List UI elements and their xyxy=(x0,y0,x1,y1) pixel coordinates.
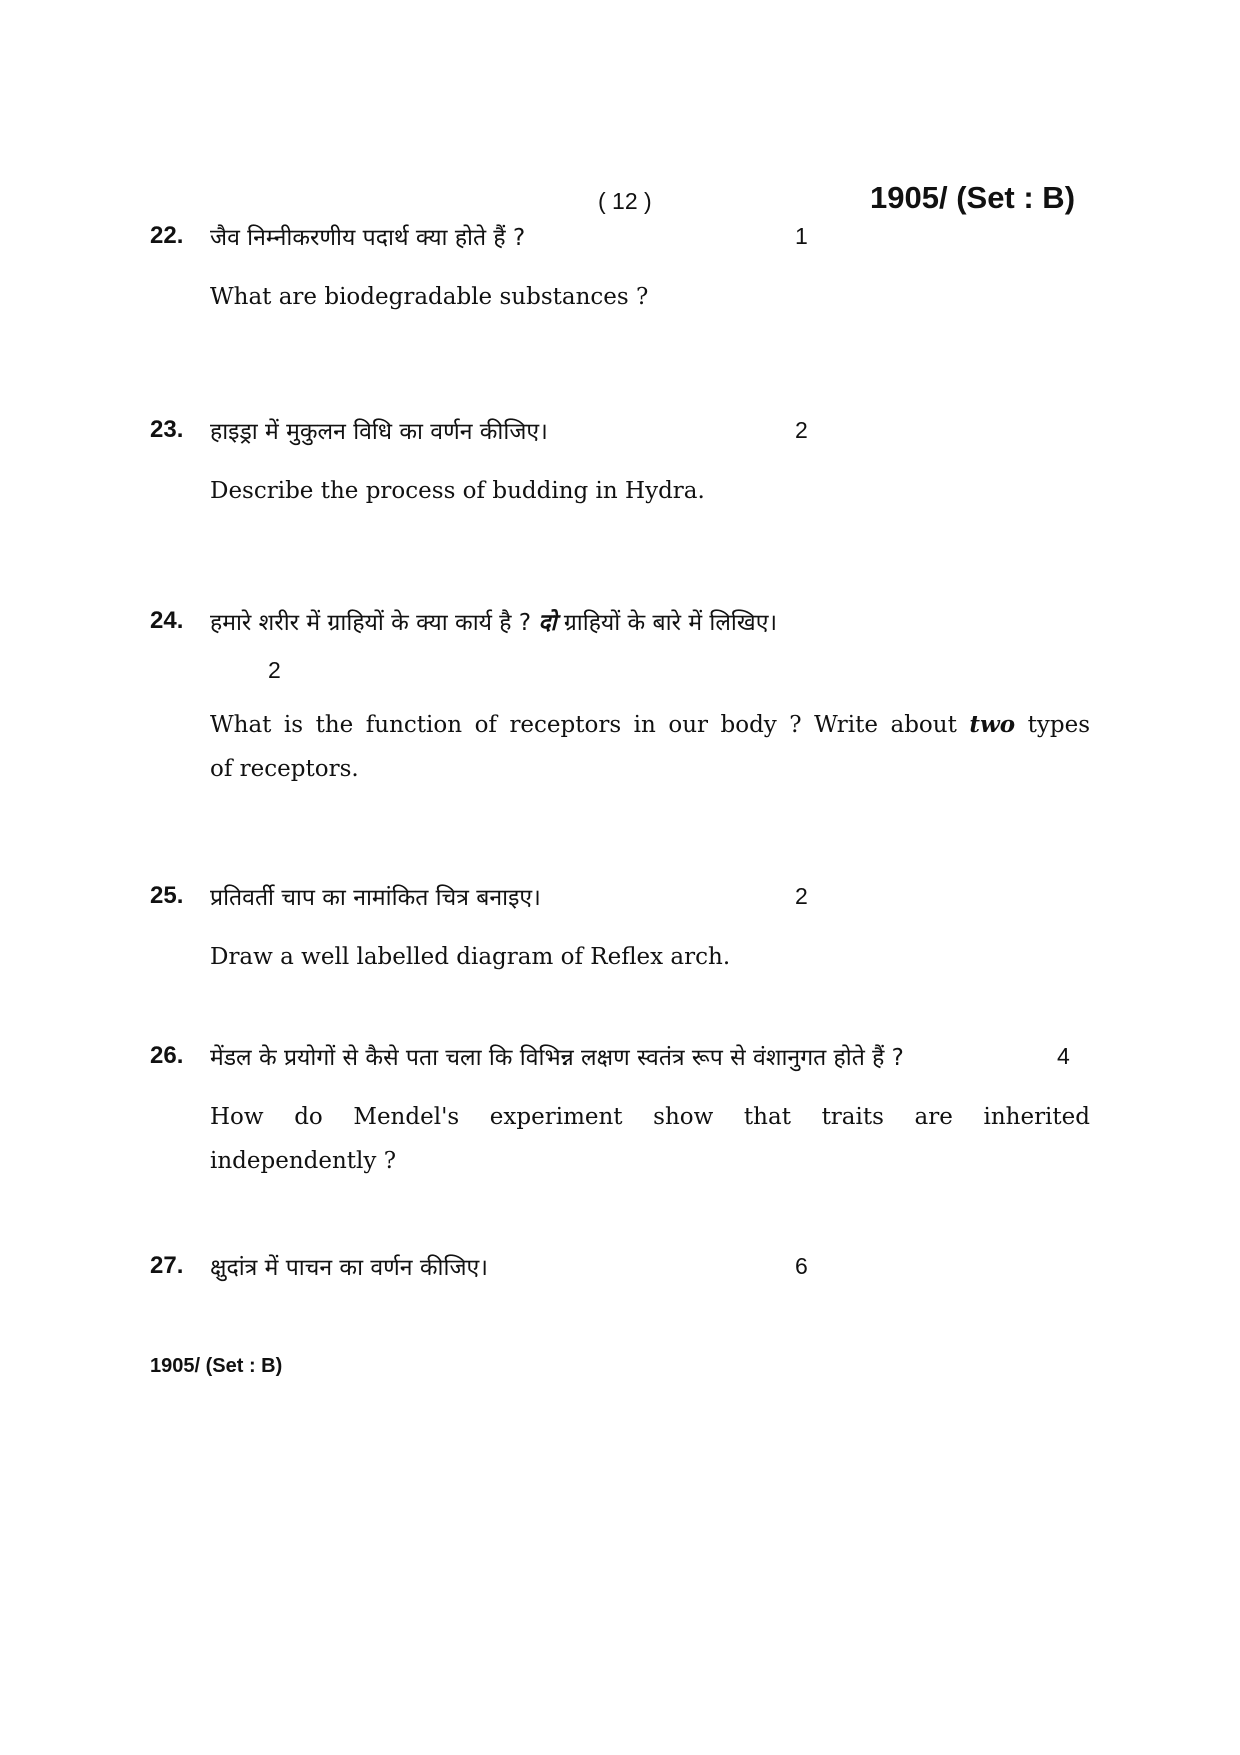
question-english-line2: of receptors. xyxy=(210,756,359,782)
question-number: 23. xyxy=(150,416,184,443)
question-number: 27. xyxy=(150,1252,184,1279)
question-english-text: What is the function of receptors in our body ? Write about xyxy=(210,712,957,738)
question-number: 25. xyxy=(150,882,184,909)
emphasis-word: दो xyxy=(538,610,557,636)
question-english-text: types xyxy=(1027,712,1090,738)
question-hindi: जैव निम्नीकरणीय पदार्थ क्या होते हैं ? xyxy=(210,225,526,251)
question-hindi: हाइड्रा में मुकुलन विधि का वर्णन कीजिए। xyxy=(210,419,548,445)
page-number: ( 12 ) xyxy=(598,188,652,214)
emphasis-word: two xyxy=(969,711,1016,738)
question-marks: 2 xyxy=(795,417,808,443)
question-marks: 6 xyxy=(795,1253,808,1279)
question-english: Describe the process of budding in Hydra. xyxy=(210,478,705,504)
question-english: Draw a well labelled diagram of Reflex arch. xyxy=(210,944,731,970)
question-number: 26. xyxy=(150,1042,184,1069)
question-english: What are biodegradable substances ? xyxy=(210,284,649,310)
question-english-line2: independently ? xyxy=(210,1148,397,1174)
question-english xyxy=(210,711,1090,738)
question-hindi: प्रतिवर्ती चाप का नामांकित चित्र बनाइए। xyxy=(210,885,541,911)
question-english: How do Mendel's experiment show that traits are inherited xyxy=(210,1104,1090,1130)
paper-code-header: 1905/ (Set : B) xyxy=(870,180,1076,215)
question-number: 22. xyxy=(150,222,184,249)
question-hindi-text: ग्राहियों के बारे में लिखिए। xyxy=(563,610,778,636)
question-marks: 4 xyxy=(1057,1043,1070,1069)
question-hindi-text: हमारे शरीर में ग्राहियों के क्या कार्य है ? xyxy=(210,610,532,636)
question-hindi xyxy=(210,605,777,637)
question-hindi: मेंडल के प्रयोगों से कैसे पता चला कि विभिन्न लक्षण स्वतंत्र रूप से वंशानुगत होते हैं ? xyxy=(210,1045,904,1071)
question-number: 24. xyxy=(150,607,184,634)
question-hindi: क्षुदांत्र में पाचन का वर्णन कीजिए। xyxy=(210,1255,488,1281)
question-marks: 2 xyxy=(795,883,808,909)
question-marks: 1 xyxy=(795,223,808,249)
question-marks: 2 xyxy=(268,657,281,683)
paper-code-footer: 1905/ (Set : B) xyxy=(150,1355,283,1377)
